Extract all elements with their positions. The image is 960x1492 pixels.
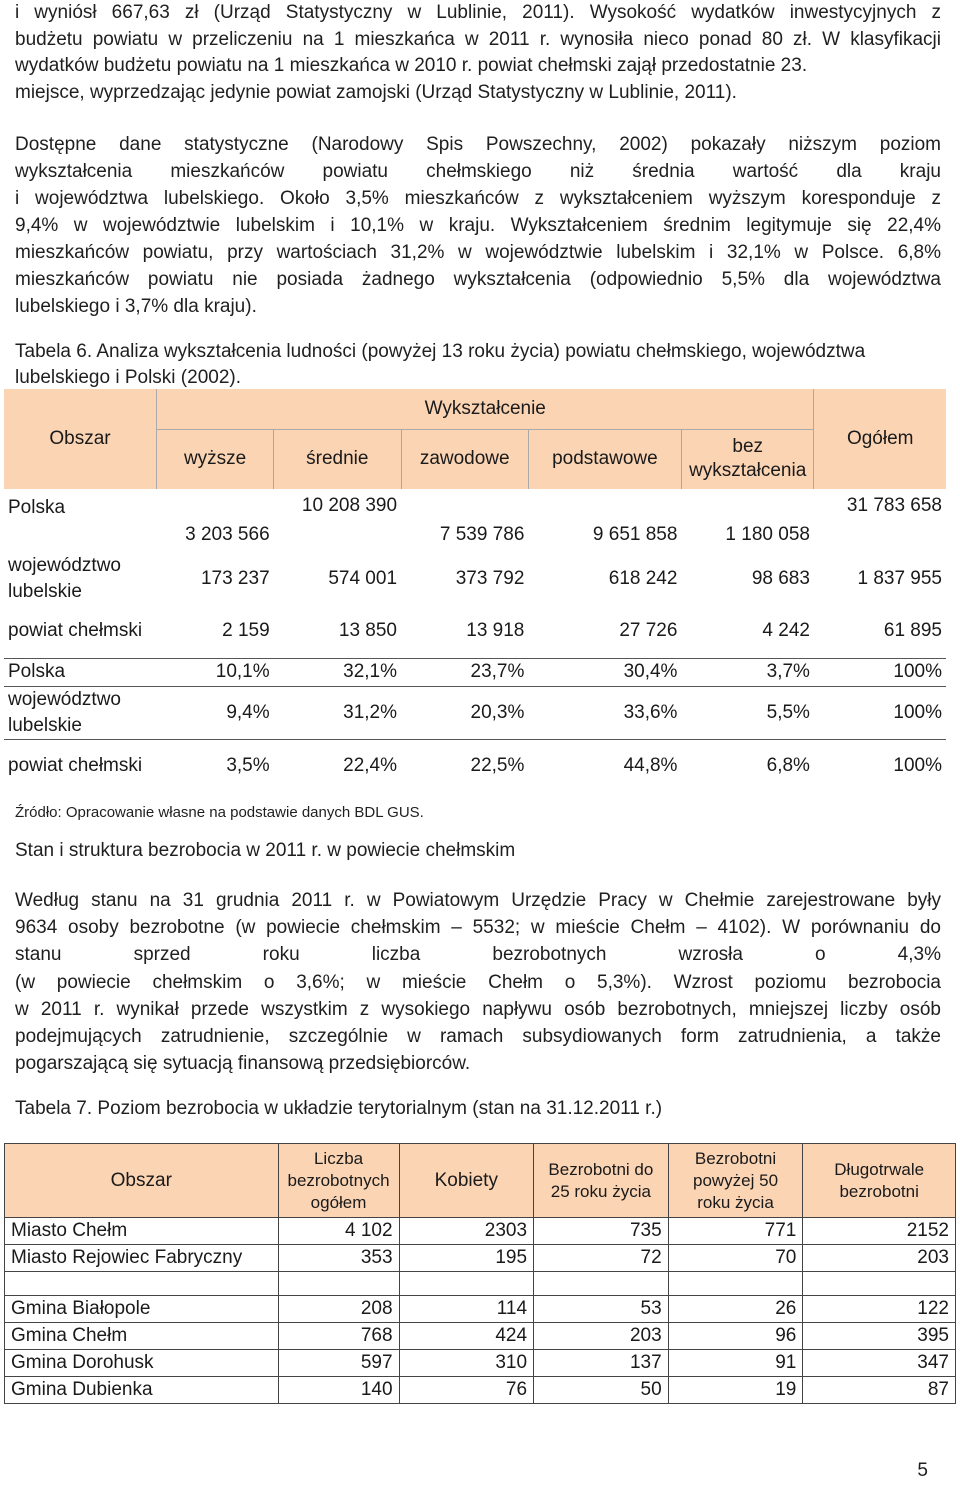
table7-header: Liczba bezrobotnych ogółem bbox=[278, 1144, 399, 1218]
table7-cell: 395 bbox=[803, 1323, 956, 1350]
table6-cell: 3,7% bbox=[681, 658, 814, 686]
unemployment-line: Według stanu na 31 grudnia 2011 r. w Powiatowym Urzędzie Pracy w Chełmie zarejestrowane były bbox=[15, 890, 941, 911]
table7-area: Gmina Dubienka bbox=[5, 1377, 279, 1404]
unemployment-line: pogarszającą się sytuacją finansową przedsiębiorców. bbox=[15, 1053, 471, 1075]
table6-cell: 27 726 bbox=[619, 620, 678, 642]
table6-caption: Tabela 6. Analiza wykształcenia ludności (powyżej 13 roku życia) powiatu chełmskiego, województwa lubelskiego i Polski (2002). bbox=[15, 341, 866, 388]
intro-line: i wyniósł 667,63 zł (Urząd Statystyczny w Lublinie, 2011). Wysokość wydatków inwestycyjnych z bbox=[15, 2, 941, 23]
table6-cell: 10 208 390 bbox=[301, 495, 398, 516]
table7-cell bbox=[278, 1272, 399, 1296]
table6-cell: 5,5% bbox=[681, 686, 814, 739]
table6-area: województwo lubelskie bbox=[4, 686, 157, 739]
table7-area: Gmina Chełm bbox=[5, 1323, 279, 1350]
table6-header-col: bez wykształcenia bbox=[681, 429, 814, 489]
table6-header-total: Ogółem bbox=[814, 389, 946, 489]
table7-cell: 2152 bbox=[803, 1218, 956, 1245]
table6-cell: 100% bbox=[814, 739, 946, 792]
unemployment-line: podejmujących zatrudnienie, szczególnie w ramach subsydiowanych form zatrudnienia, a także bbox=[15, 1026, 941, 1048]
table7-header: Obszar bbox=[5, 1144, 279, 1218]
table7-area: Miasto Chełm bbox=[5, 1218, 279, 1245]
intro-line: wydatków budżetu powiatu na 1 mieszkańca w 2010 r. powiat chełmski zajął przedostatnie 23. bbox=[15, 55, 808, 76]
table6-source: Źródło: Opracowanie własne na podstawie danych BDL GUS. bbox=[15, 804, 424, 821]
table6-cell: 13 918 bbox=[466, 620, 525, 642]
table7-area: Miasto Rejowiec Fabryczny bbox=[5, 1245, 279, 1272]
table7-cell: 771 bbox=[668, 1218, 803, 1245]
unemployment-line: stanu sprzed roku liczba bezrobotnych wzrosła o 4,3% bbox=[15, 944, 941, 966]
table6-cell: 1 837 955 bbox=[857, 567, 942, 589]
table7-cell: 310 bbox=[399, 1350, 534, 1377]
table-row bbox=[5, 1377, 956, 1404]
table7-cell: 72 bbox=[534, 1245, 669, 1272]
table6-cell: 33,6% bbox=[528, 686, 681, 739]
table6-cell: 6,8% bbox=[681, 739, 814, 792]
table6-cell: 22,5% bbox=[401, 739, 528, 792]
table7-cell: 70 bbox=[668, 1245, 803, 1272]
table7-cell: 140 bbox=[278, 1377, 399, 1404]
table7-area: Gmina Białopole bbox=[5, 1296, 279, 1323]
table6-header-col: średnie bbox=[274, 429, 401, 489]
table6-area: powiat chełmski bbox=[4, 739, 157, 792]
education-table bbox=[4, 389, 946, 792]
table-row bbox=[5, 1350, 956, 1377]
table7-cell: 203 bbox=[803, 1245, 956, 1272]
table6-cell: 30,4% bbox=[528, 658, 681, 686]
table6-header-group: Wykształcenie bbox=[157, 389, 814, 429]
table7-cell: 137 bbox=[534, 1350, 669, 1377]
table7-cell: 19 bbox=[668, 1377, 803, 1404]
table7-cell: 347 bbox=[803, 1350, 956, 1377]
table7-cell: 50 bbox=[534, 1377, 669, 1404]
table6-cell: 173 237 bbox=[200, 567, 270, 589]
table6-header-col: podstawowe bbox=[528, 429, 681, 489]
table7-cell bbox=[399, 1272, 534, 1296]
education-line: i województwa lubelskiego. Około 3,5% mieszkańców z wykształceniem wyższym koresponduje z bbox=[15, 188, 941, 209]
table6-cell: 373 792 bbox=[455, 567, 525, 589]
table7-cell: 91 bbox=[668, 1350, 803, 1377]
education-line: mieszkańców powiatu, przy wartościach 31,2% w województwie lubelskim i 32,1% w Polsce. 6,8% bbox=[15, 242, 941, 263]
table-row bbox=[5, 1323, 956, 1350]
table6-area: powiat chełmski bbox=[8, 620, 143, 642]
table7-cell: 26 bbox=[668, 1296, 803, 1323]
education-line: mieszkańców powiatu nie posiada żadnego wykształcenia (odpowiednio 5,5% dla województwa bbox=[15, 269, 941, 290]
intro-paragraph bbox=[15, 0, 941, 106]
table7-cell: 96 bbox=[668, 1323, 803, 1350]
table7-cell: 122 bbox=[803, 1296, 956, 1323]
table-row bbox=[4, 605, 946, 658]
table-row bbox=[4, 658, 946, 686]
table7-cell bbox=[534, 1272, 669, 1296]
page-number: 5 bbox=[917, 1460, 928, 1481]
education-paragraph bbox=[15, 131, 941, 320]
table6-cell: 22,4% bbox=[274, 739, 401, 792]
table6-area: województwo lubelskie bbox=[8, 554, 121, 602]
intro-line: miejsce, wyprzedzając jedynie powiat zamojski (Urząd Statystyczny w Lublinie, 2011). bbox=[15, 81, 737, 103]
table6-cell: 4 242 bbox=[762, 620, 810, 642]
table7-cell: 203 bbox=[534, 1323, 669, 1350]
education-line: wykształcenia mieszkańców powiatu chełmskiego niż średnia wartość dla kraju bbox=[15, 161, 941, 182]
table6-cell: 44,8% bbox=[528, 739, 681, 792]
table6-cell: 20,3% bbox=[401, 686, 528, 739]
table7-cell: 768 bbox=[278, 1323, 399, 1350]
table7-cell: 424 bbox=[399, 1323, 534, 1350]
unemployment-paragraph bbox=[15, 887, 941, 1077]
table7-area: Gmina Dorohusk bbox=[5, 1350, 279, 1377]
table7-area bbox=[5, 1272, 279, 1296]
education-line: Dostępne dane statystyczne (Narodowy Spis Powszechny, 2002) pokazały niższym poziom bbox=[15, 134, 941, 155]
table6-cell: 98 683 bbox=[751, 567, 810, 589]
table7-caption: Tabela 7. Poziom bezrobocia w układzie terytorialnym (stan na 31.12.2011 r.) bbox=[15, 1098, 663, 1119]
table7-cell: 2303 bbox=[399, 1218, 534, 1245]
table7-cell: 4 102 bbox=[278, 1218, 399, 1245]
table7-cell: 353 bbox=[278, 1245, 399, 1272]
table-row bbox=[5, 1218, 956, 1245]
table6-header-area: Obszar bbox=[4, 389, 157, 489]
table6-cell: 2 159 bbox=[222, 620, 270, 642]
unemployment-line: w 2011 r. wynikał przede wszystkim z wysokiego napływu osób bezrobotnych, mniejszej liczby osób bbox=[15, 998, 941, 1020]
table-row bbox=[4, 552, 946, 605]
table6-cell: 32,1% bbox=[274, 658, 401, 686]
table6-cell: 10,1% bbox=[157, 658, 274, 686]
table6-cell: 3 203 566 bbox=[185, 524, 270, 545]
unemployment-line: (w powiecie chełmskim o 3,6%; w mieście Chełm o 5,3%). Wzrost poziomu bezrobocia bbox=[15, 971, 941, 993]
table6-cell: 31 783 658 bbox=[846, 495, 942, 516]
table7-header: Bezrobotni powyżej 50 roku życia bbox=[668, 1144, 803, 1218]
table7-cell bbox=[803, 1272, 956, 1296]
table7-cell bbox=[668, 1272, 803, 1296]
table6-cell: 61 895 bbox=[883, 620, 942, 642]
table7-cell: 597 bbox=[278, 1350, 399, 1377]
table-row bbox=[5, 1272, 956, 1296]
table6-header-col: zawodowe bbox=[401, 429, 528, 489]
education-line: lubelskiego i 3,7% dla kraju). bbox=[15, 296, 257, 317]
table-row bbox=[5, 1296, 956, 1323]
table-row bbox=[4, 739, 946, 792]
table6-cell: 574 001 bbox=[328, 567, 398, 589]
table7-cell: 114 bbox=[399, 1296, 534, 1323]
table6-cell: 9 651 858 bbox=[592, 524, 678, 545]
table6-cell: 100% bbox=[814, 658, 946, 686]
table7-header: Bezrobotni do 25 roku życia bbox=[534, 1144, 669, 1218]
table6-cell: 618 242 bbox=[608, 567, 678, 589]
section-heading: Stan i struktura bezrobocia w 2011 r. w powiecie chełmskim bbox=[15, 840, 516, 861]
table6-area: Polska bbox=[8, 497, 66, 518]
table7-header: Długotrwale bezrobotni bbox=[803, 1144, 956, 1218]
table6-cell: 7 539 786 bbox=[439, 524, 525, 545]
table-row bbox=[5, 1245, 956, 1272]
table6-cell: 23,7% bbox=[401, 658, 528, 686]
unemployment-line: 9634 osoby bezrobotne (w powiecie chełmskim – 5532; w mieście Chełm – 4102). W porównaniu do bbox=[15, 917, 941, 939]
education-line: 9,4% w województwie lubelskim i 10,1% w kraju. Wykształceniem średnim legitymuje się 22,4% bbox=[15, 215, 941, 236]
table7-cell: 76 bbox=[399, 1377, 534, 1404]
table6-cell: 13 850 bbox=[338, 620, 398, 642]
table-row bbox=[4, 686, 946, 739]
unemployment-table bbox=[4, 1143, 956, 1404]
table7-cell: 87 bbox=[803, 1377, 956, 1404]
table7-cell: 195 bbox=[399, 1245, 534, 1272]
table6-cell: 1 180 058 bbox=[725, 524, 810, 545]
table-row bbox=[4, 489, 946, 552]
table7-cell: 53 bbox=[534, 1296, 669, 1323]
table6-cell: 9,4% bbox=[157, 686, 274, 739]
table7-cell: 208 bbox=[278, 1296, 399, 1323]
table7-header: Kobiety bbox=[399, 1144, 534, 1218]
table6-cell: 100% bbox=[814, 686, 946, 739]
table6-cell: 3,5% bbox=[157, 739, 274, 792]
table7-cell: 735 bbox=[534, 1218, 669, 1245]
table6-area: Polska bbox=[4, 658, 157, 686]
table6-cell: 31,2% bbox=[274, 686, 401, 739]
intro-line: budżetu powiatu w przeliczeniu na 1 mieszkańca w 2011 r. wynosiła nieco ponad 80 zł. W klasyfikacji bbox=[15, 28, 941, 50]
table6-header-col: wyższe bbox=[157, 429, 274, 489]
